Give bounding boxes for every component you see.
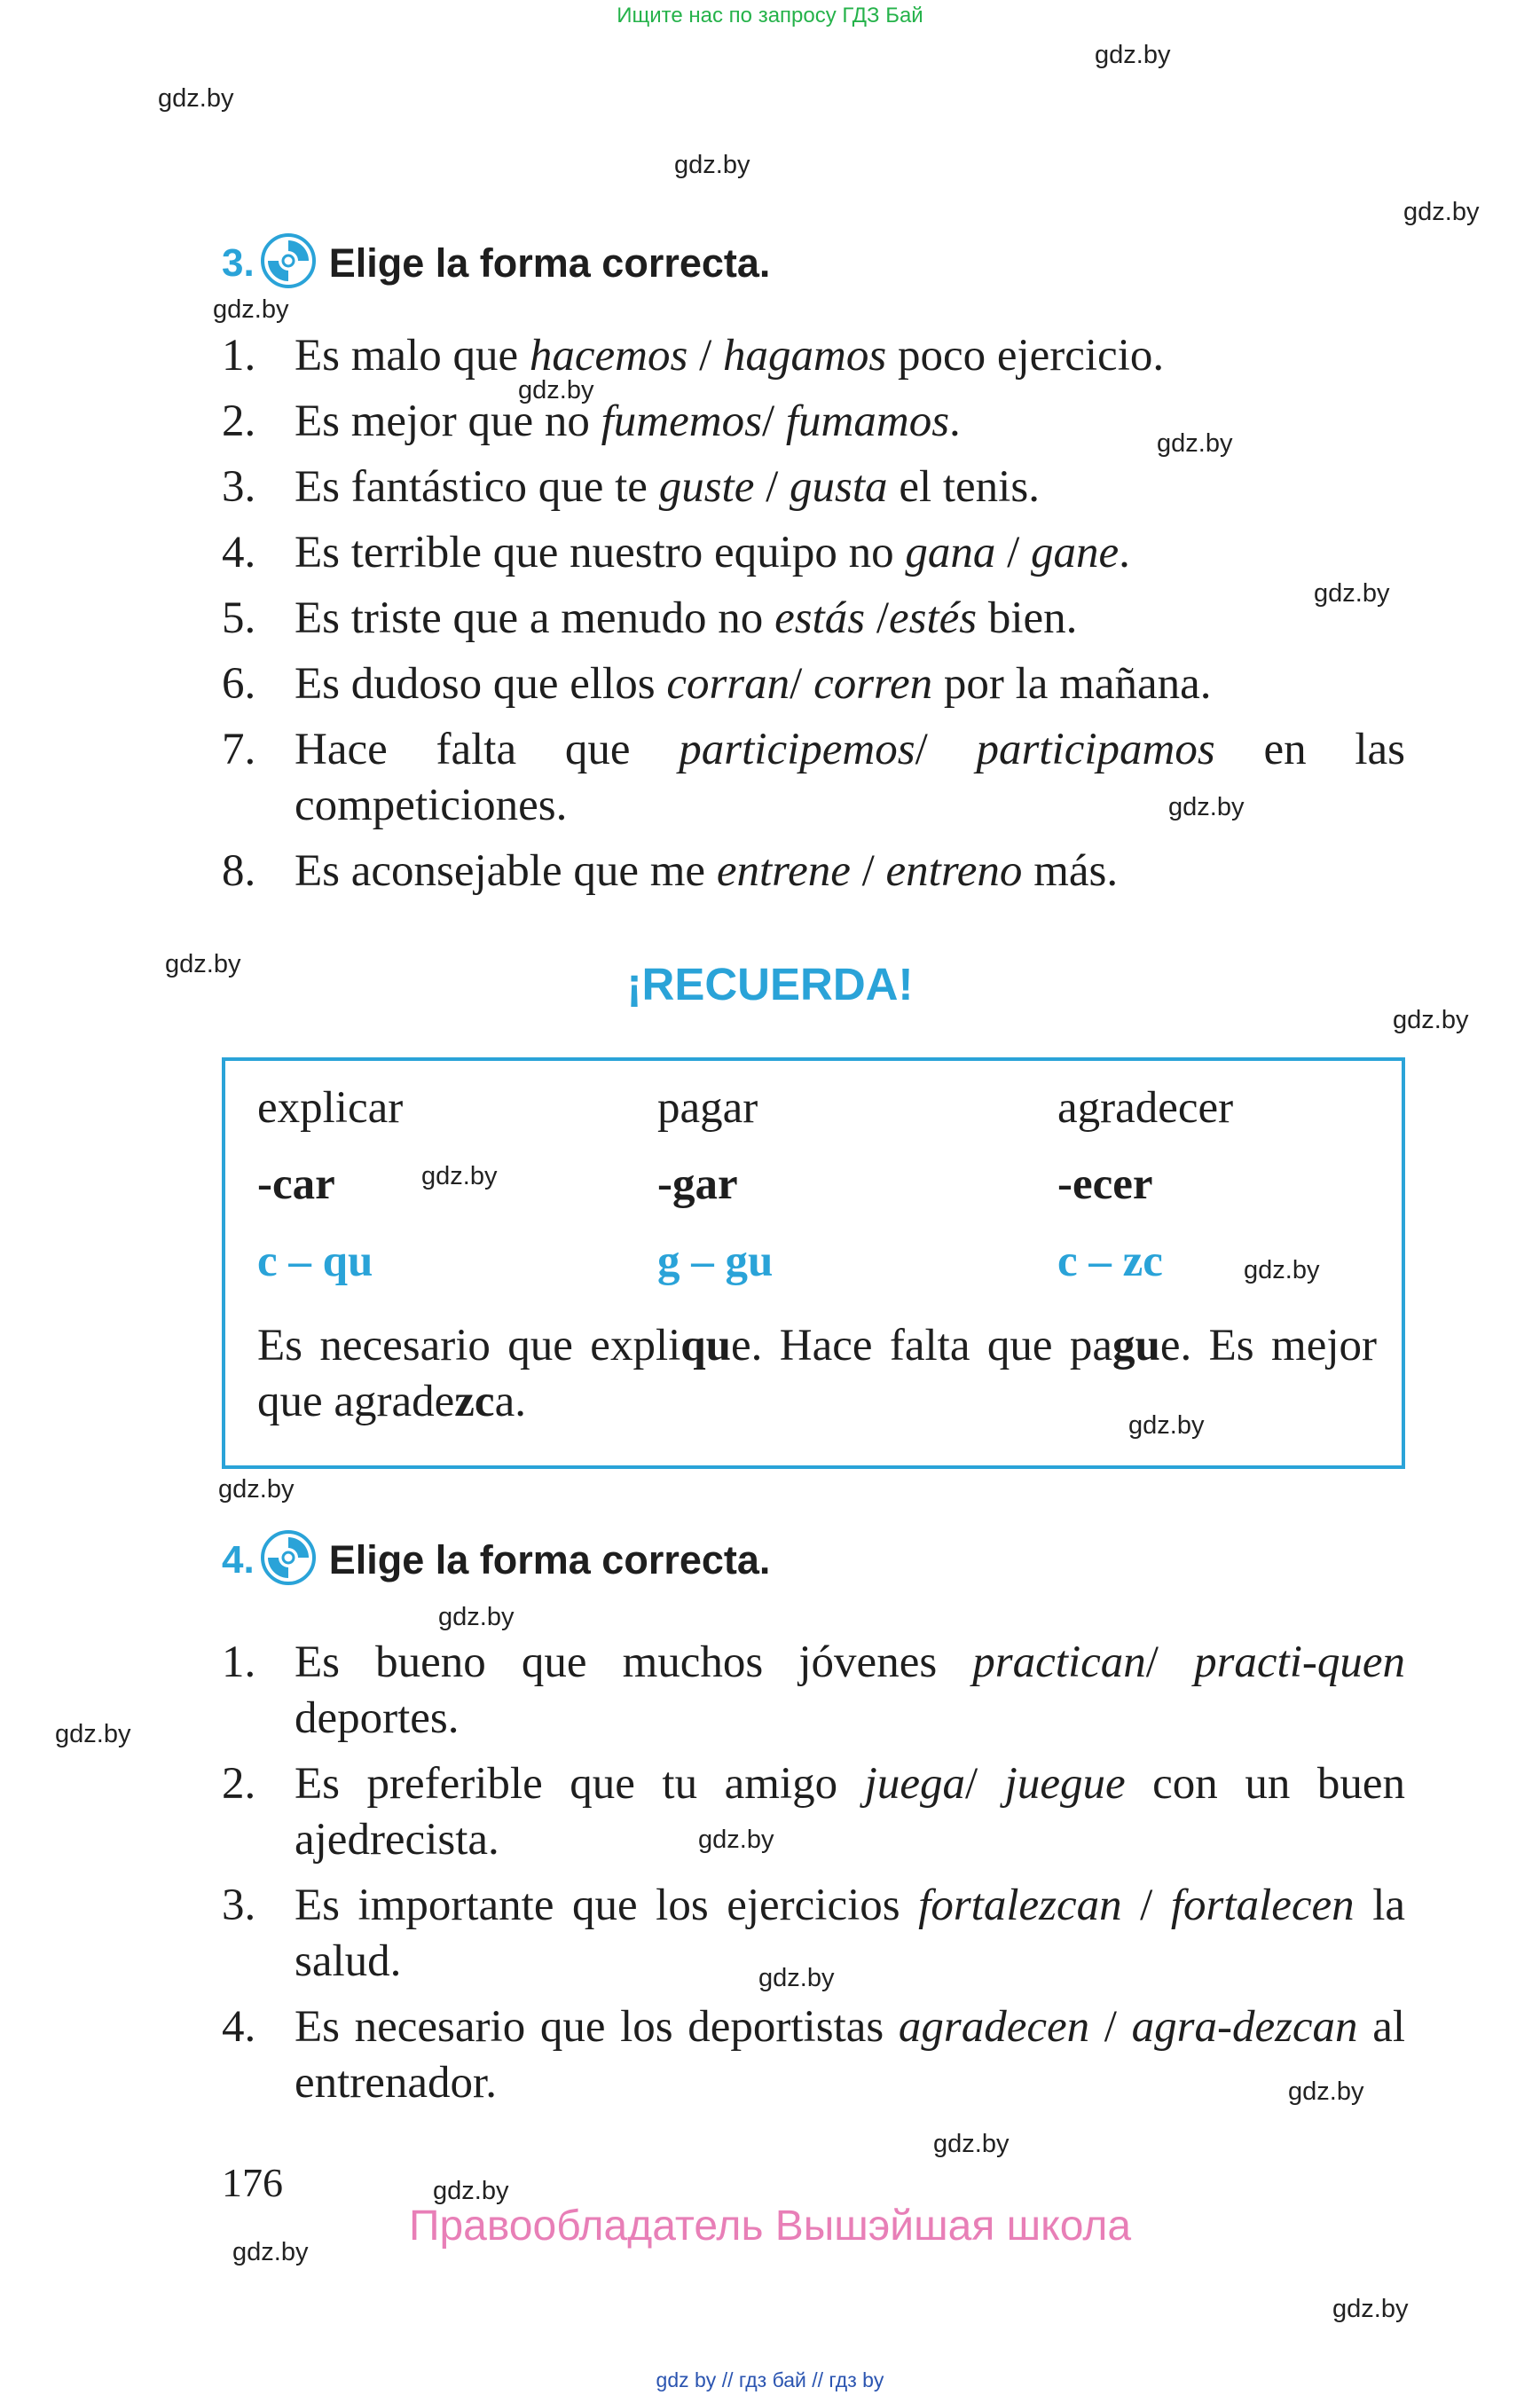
- watermark: gdz.by: [213, 295, 289, 324]
- option-b: practi-quen: [1194, 1637, 1406, 1687]
- watermark: gdz.by: [1332, 2295, 1409, 2323]
- option-a: participemos: [679, 725, 915, 774]
- exercise-3-list: [222, 328, 1405, 909]
- recuerda-box: [222, 1057, 1405, 1469]
- option-b: gane: [1031, 528, 1120, 577]
- watermark: gdz.by: [1157, 429, 1233, 458]
- watermark: gdz.by: [55, 1720, 131, 1748]
- watermark: gdz.by: [674, 151, 750, 179]
- watermark: gdz.by: [1244, 1256, 1320, 1284]
- watermark: gdz.by: [421, 1162, 498, 1190]
- list-item: 5. Es triste que a menudo no estás /estés bien.: [222, 593, 1078, 643]
- exercise-3-number: 3.: [222, 240, 255, 285]
- option-b: corren: [813, 659, 933, 709]
- list-item: 2. Es mejor que no fumemos/ fumamos.: [222, 397, 961, 446]
- option-b: entreno: [885, 846, 1023, 896]
- watermark: gdz.by: [158, 84, 234, 113]
- verb-explicar: explicar: [257, 1083, 404, 1133]
- option-a: fumemos: [601, 397, 762, 446]
- option-b: juegue: [1004, 1759, 1126, 1809]
- exercise-4-header: [222, 1529, 770, 1590]
- watermark: gdz.by: [1095, 41, 1171, 69]
- watermark: gdz.by: [1403, 198, 1480, 226]
- watermark: gdz.by: [165, 950, 241, 978]
- list-item: 3. Es fantástico que te guste / gusta el tenis.: [222, 462, 1040, 512]
- watermark: gdz.by: [933, 2130, 1010, 2158]
- option-b: participamos: [976, 725, 1215, 774]
- option-b: hagamos: [723, 331, 887, 381]
- recuerda-title: ¡RECUERDA!: [626, 959, 914, 1009]
- verb-agradecer: agradecer: [1057, 1083, 1234, 1133]
- list-item: 1. Es malo que hacemos / hagamos poco ejercicio.: [222, 331, 1165, 381]
- list-item: 8. Es aconsejable que me entrene / entreno más.: [222, 846, 1119, 896]
- ending-car: -car: [257, 1159, 335, 1209]
- audio-cd-icon: [260, 1529, 317, 1590]
- option-a: juega: [864, 1759, 965, 1809]
- list-item: 7. Hace falta que participemos/ participamos en las competiciones.: [222, 725, 1405, 830]
- change-c-qu: c – qu: [257, 1237, 373, 1286]
- watermark: gdz.by: [218, 1475, 295, 1504]
- watermark: gdz.by: [1314, 579, 1390, 608]
- exercise-3-title: Elige la forma correcta.: [328, 240, 771, 286]
- ending-ecer: -ecer: [1057, 1159, 1153, 1209]
- list-item: 4. Es terrible que nuestro equipo no gana / gane.: [222, 528, 1130, 577]
- watermark: gdz.by: [232, 2238, 309, 2266]
- watermark: gdz.by: [1128, 1411, 1205, 1440]
- option-b: fumamos: [785, 397, 950, 446]
- exercise-4-title: Elige la forma correcta.: [328, 1536, 771, 1582]
- option-a: corran: [666, 659, 790, 709]
- recuerda-examples: Es necesario que explique. Hace falta que pague. Es mejor que agradezca.: [257, 1321, 1377, 1426]
- option-a: hacemos: [529, 331, 688, 381]
- list-item: 3. Es importante que los ejercicios fortalezcan / fortalecen la salud.: [222, 1881, 1405, 1986]
- option-b: estés: [888, 593, 978, 643]
- watermark: gdz.by: [433, 2177, 509, 2205]
- option-a: entrene: [716, 846, 851, 896]
- option-a: estás: [774, 593, 866, 643]
- exercise-4-list: [222, 1635, 1405, 2121]
- ending-gar: -gar: [657, 1159, 738, 1209]
- option-b: fortalecen: [1170, 1881, 1355, 1930]
- option-b: agra-dezcan: [1131, 2002, 1358, 2052]
- watermark: gdz.by: [518, 376, 594, 404]
- list-item: 2. Es preferible que tu amigo juega/ juegue con un buen ajedrecista.: [222, 1759, 1405, 1865]
- option-a: agradecen: [898, 2002, 1090, 2052]
- exercise-4-number: 4.: [222, 1537, 255, 1582]
- option-a: guste: [658, 462, 755, 512]
- change-c-zc: c – zc: [1057, 1237, 1163, 1286]
- watermark: gdz.by: [1168, 793, 1245, 821]
- top-banner[interactable]: Ищите нас по запросу ГДЗ Бай: [617, 4, 923, 27]
- watermark: gdz.by: [698, 1826, 774, 1854]
- exercise-3-header: [222, 232, 770, 294]
- option-b: gusta: [790, 462, 888, 512]
- footer-links[interactable]: gdz by // гдз бай // гдз by: [656, 2368, 884, 2391]
- watermark: gdz.by: [1393, 1006, 1469, 1034]
- option-a: gana: [905, 528, 996, 577]
- page-number: 176: [222, 2160, 283, 2205]
- verb-pagar: pagar: [657, 1083, 758, 1133]
- list-item: 6. Es dudoso que ellos corran/ corren por la mañana.: [222, 659, 1212, 709]
- list-item: 4. Es necesario que los deportistas agradecen / agra-dezcan al entrenador.: [222, 2002, 1406, 2108]
- watermark: gdz.by: [1288, 2077, 1364, 2106]
- list-item: 1. Es bueno que muchos jóvenes practican/ practi-quen deportes.: [222, 1637, 1406, 1743]
- watermark: gdz.by: [438, 1603, 515, 1631]
- change-g-gu: g – gu: [657, 1237, 774, 1286]
- option-a: fortalezcan: [918, 1881, 1122, 1930]
- rights-holder: Правообладатель Вышэйшая школа: [408, 2203, 1132, 2250]
- audio-cd-icon: [260, 232, 317, 294]
- option-a: practican: [972, 1637, 1146, 1687]
- watermark: gdz.by: [758, 1964, 835, 1992]
